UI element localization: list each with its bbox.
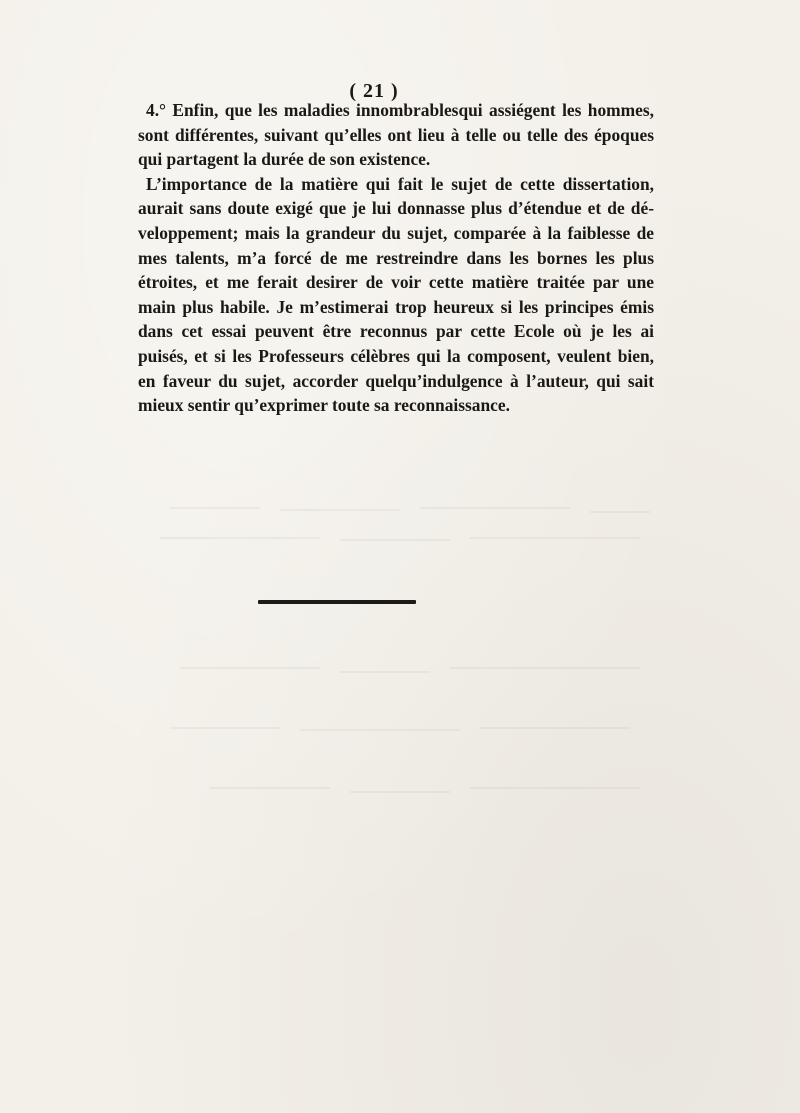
text-line: qui partagent la durée de son existence. xyxy=(138,149,431,170)
text-line: main plus habile. Je m’estimerai trop heureux si les principes émis xyxy=(138,296,654,317)
text-line: L’importance de la matière qui fait le sujet de cette dissertation, xyxy=(146,173,654,194)
text-line: dans cet essai peuvent être reconnus par cette Ecole où je les ai xyxy=(138,321,654,342)
end-rule xyxy=(258,600,416,604)
text-line: étroites, et me ferait desirer de voir cette matière traitée par une xyxy=(138,272,654,293)
text-line: 4.° Enfin, que les maladies innombrablesqui assiégent les hommes, xyxy=(146,100,654,120)
text-line: veloppement; mais la grandeur du sujet, comparée à la faiblesse de xyxy=(138,222,654,243)
paragraph-1 xyxy=(138,98,654,172)
text-line: mieux sentir qu’exprimer toute sa reconnaissance. xyxy=(138,395,510,416)
text-line: aurait sans doute exigé que je lui donnasse plus d’étendue et de dé- xyxy=(138,198,654,219)
body-text xyxy=(138,98,654,418)
text-line: mes talents, m’a forcé de me restreindre dans les bornes les plus xyxy=(138,247,654,268)
paragraph-2 xyxy=(138,172,654,418)
text-line: puisés, et si les Professeurs célèbres qui la composent, veulent bien, xyxy=(138,345,654,366)
page-number: ( 21 ) xyxy=(349,80,399,102)
show-through-texture xyxy=(150,468,670,868)
text-line: sont différentes, suivant qu’elles ont lieu à telle ou telle des époques xyxy=(138,124,654,145)
text-line: en faveur du sujet, accorder quelqu’indulgence à l’auteur, qui sait xyxy=(138,370,654,391)
